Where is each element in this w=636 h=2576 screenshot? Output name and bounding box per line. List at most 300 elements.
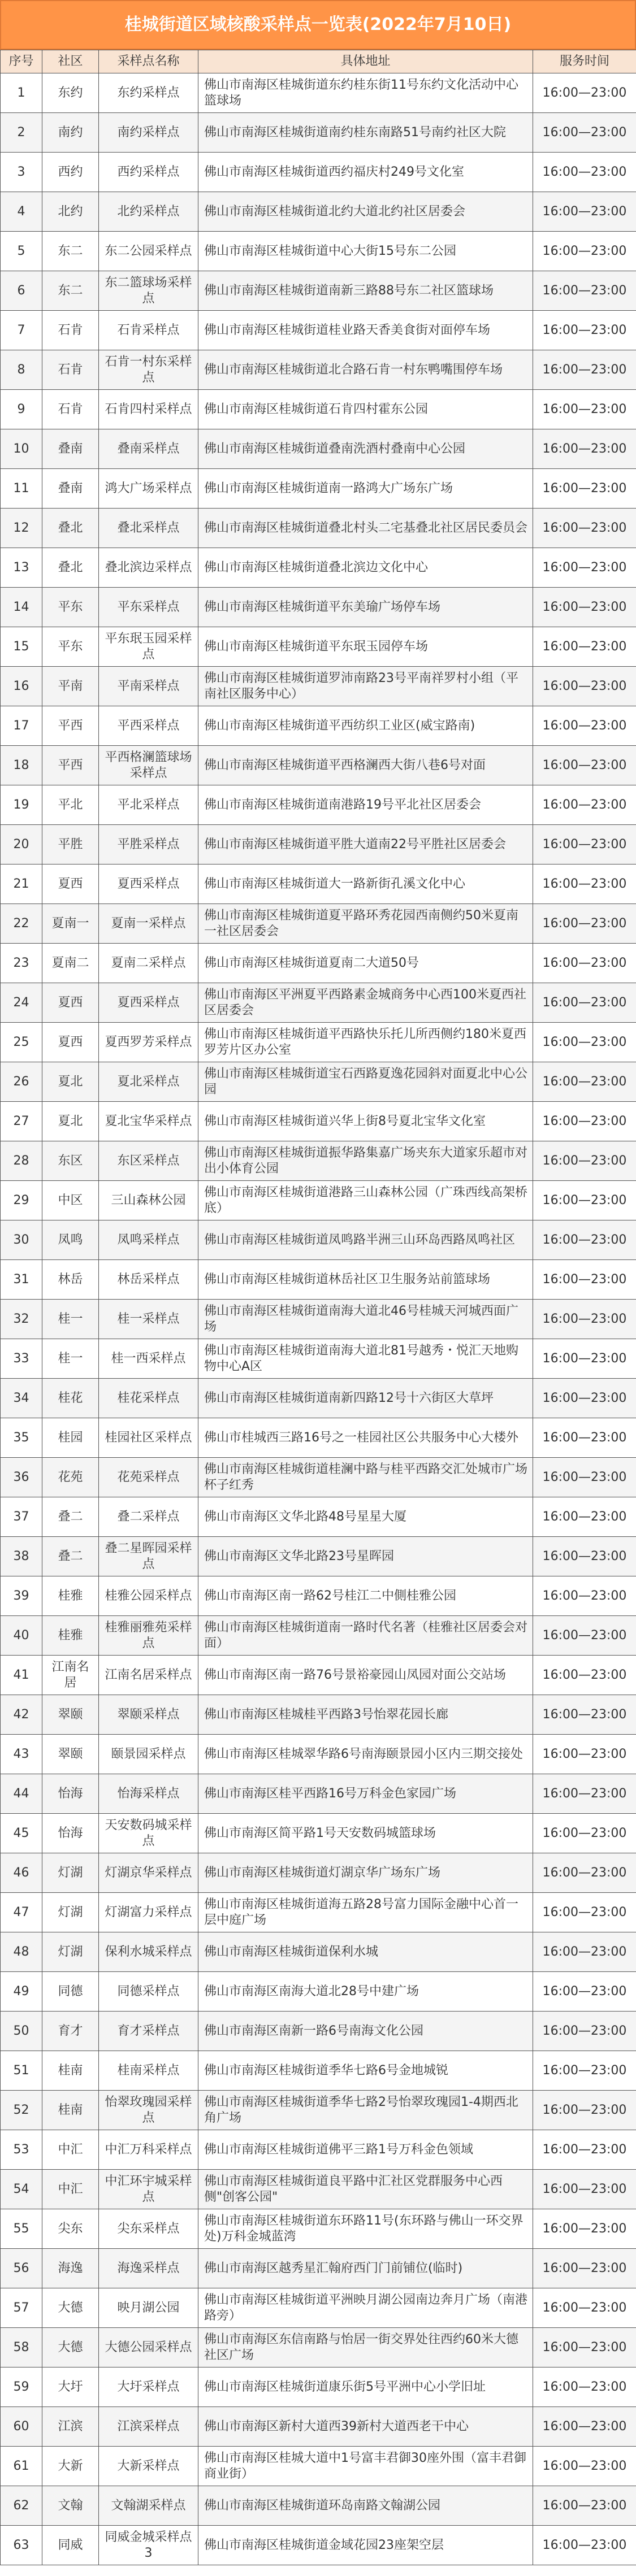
cell-address: 佛山市南海区桂城街道海五路28号富力国际金融中心首一层中庭广场 bbox=[198, 1893, 533, 1932]
table-row bbox=[1, 1616, 636, 1656]
cell-site-name: 夏西罗芳采样点 bbox=[99, 1023, 198, 1062]
cell-no: 16 bbox=[1, 667, 42, 706]
cell-service-time: 16:00—23:00 bbox=[533, 1339, 636, 1379]
table-row bbox=[1, 1260, 636, 1300]
cell-address: 佛山市南海区桂城街道平胜大道南22号平胜社区居委会 bbox=[198, 825, 533, 865]
cell-address: 佛山市南海区桂城街道平西路快乐托儿所西侧约180米夏西罗芳片区办公室 bbox=[198, 1023, 533, 1062]
cell-site-name: 翠颐采样点 bbox=[99, 1695, 198, 1735]
cell-address: 佛山市南海区桂城街道良平路中汇社区党群服务中心西侧"创客公园" bbox=[198, 2170, 533, 2209]
table-row bbox=[1, 2209, 636, 2249]
cell-community: 桂花 bbox=[42, 1379, 99, 1418]
cell-address: 佛山市南海区桂城街道南海大道北46号桂城天河城西面广场 bbox=[198, 1300, 533, 1339]
cell-site-name: 夏北宝华采样点 bbox=[99, 1102, 198, 1141]
cell-no: 56 bbox=[1, 2249, 42, 2288]
cell-site-name: 西约采样点 bbox=[99, 153, 198, 192]
table-row bbox=[1, 1656, 636, 1695]
cell-address: 佛山市南海区桂城街道南新四路12号十六街区大草坪 bbox=[198, 1379, 533, 1418]
cell-site-name: 桂一采样点 bbox=[99, 1300, 198, 1339]
cell-community: 翠颐 bbox=[42, 1735, 99, 1774]
cell-community: 中汇 bbox=[42, 2130, 99, 2170]
cell-no: 46 bbox=[1, 1853, 42, 1893]
table-row bbox=[1, 1379, 636, 1418]
table-row bbox=[1, 1339, 636, 1379]
cell-site-name: 石肯一村东采样点 bbox=[99, 350, 198, 390]
page-title: 桂城街道区域核酸采样点一览表(2022年7月10日) bbox=[0, 0, 636, 50]
cell-no: 36 bbox=[1, 1458, 42, 1497]
cell-address: 佛山市南海区桂城街道平东珉玉园停车场 bbox=[198, 627, 533, 667]
cell-address: 佛山市南海区东信南路与怡居一街交界处往西约60米大德社区广场 bbox=[198, 2328, 533, 2368]
cell-community: 石肯 bbox=[42, 311, 99, 350]
cell-service-time: 16:00—23:00 bbox=[533, 2486, 636, 2526]
table-row bbox=[1, 1695, 636, 1735]
cell-no: 8 bbox=[1, 350, 42, 390]
cell-address: 佛山市南海区桂城街道宝石西路夏逸花园斜对面夏北中心公园 bbox=[198, 1062, 533, 1102]
table-row bbox=[1, 1300, 636, 1339]
cell-no: 1 bbox=[1, 73, 42, 113]
cell-site-name: 夏西采样点 bbox=[99, 865, 198, 904]
cell-address: 佛山市南海区桂城桂平西路3号怡翠花园长廊 bbox=[198, 1695, 533, 1735]
cell-address: 佛山市南海区桂城街道南约桂东南路51号南约社区大院 bbox=[198, 113, 533, 153]
cell-no: 9 bbox=[1, 390, 42, 429]
cell-service-time: 16:00—23:00 bbox=[533, 2051, 636, 2091]
cell-no: 3 bbox=[1, 153, 42, 192]
table-row bbox=[1, 706, 636, 746]
table-row bbox=[1, 746, 636, 785]
header-community: 社区 bbox=[42, 50, 99, 73]
cell-community: 东二 bbox=[42, 271, 99, 311]
cell-address: 佛山市南海区桂城街道金域花园23座架空层 bbox=[198, 2526, 533, 2565]
cell-no: 38 bbox=[1, 1537, 42, 1576]
cell-service-time: 16:00—23:00 bbox=[533, 746, 636, 785]
cell-no: 11 bbox=[1, 469, 42, 509]
table-row bbox=[1, 1893, 636, 1932]
table-row bbox=[1, 1023, 636, 1062]
cell-community: 大德 bbox=[42, 2328, 99, 2368]
cell-site-name: 桂园社区采样点 bbox=[99, 1418, 198, 1458]
table-row bbox=[1, 1497, 636, 1537]
cell-site-name: 保利水城采样点 bbox=[99, 1932, 198, 1972]
cell-address: 佛山市南海区文华北路23号星晖园 bbox=[198, 1537, 533, 1576]
table-row bbox=[1, 1932, 636, 1972]
cell-community: 育才 bbox=[42, 2012, 99, 2051]
cell-community: 西约 bbox=[42, 153, 99, 192]
cell-community: 叠北 bbox=[42, 548, 99, 588]
cell-service-time: 16:00—23:00 bbox=[533, 1616, 636, 1656]
cell-community: 石肯 bbox=[42, 390, 99, 429]
cell-address: 佛山市南海区桂城街道叠南洗酒村叠南中心公园 bbox=[198, 429, 533, 469]
cell-service-time: 16:00—23:00 bbox=[533, 588, 636, 627]
cell-no: 17 bbox=[1, 706, 42, 746]
cell-address: 佛山市南海区桂城街道罗沛南路23号平南祥罗村小组（平南社区服务中心） bbox=[198, 667, 533, 706]
cell-no: 10 bbox=[1, 429, 42, 469]
cell-no: 37 bbox=[1, 1497, 42, 1537]
cell-site-name: 南约采样点 bbox=[99, 113, 198, 153]
cell-service-time: 16:00—23:00 bbox=[533, 904, 636, 944]
cell-site-name: 海逸采样点 bbox=[99, 2249, 198, 2288]
cell-no: 42 bbox=[1, 1695, 42, 1735]
cell-no: 5 bbox=[1, 232, 42, 271]
header-site-name: 采样点名称 bbox=[99, 50, 198, 73]
cell-service-time: 16:00—23:00 bbox=[533, 1300, 636, 1339]
cell-address: 佛山市南海区桂城街道环岛南路文翰湖公园 bbox=[198, 2486, 533, 2526]
cell-no: 24 bbox=[1, 983, 42, 1023]
cell-no: 47 bbox=[1, 1893, 42, 1932]
cell-service-time: 16:00—23:00 bbox=[533, 1537, 636, 1576]
cell-address: 佛山市南海区桂城街道南港路19号平北社区居委会 bbox=[198, 785, 533, 825]
cell-address: 佛山市南海区文华北路48号星星大厦 bbox=[198, 1497, 533, 1537]
cell-community: 叠南 bbox=[42, 429, 99, 469]
table-row bbox=[1, 1102, 636, 1141]
cell-service-time: 16:00—23:00 bbox=[533, 983, 636, 1023]
cell-community: 大德 bbox=[42, 2288, 99, 2328]
cell-site-name: 平北采样点 bbox=[99, 785, 198, 825]
cell-site-name: 平东珉玉园采样点 bbox=[99, 627, 198, 667]
table-row bbox=[1, 2486, 636, 2526]
cell-no: 18 bbox=[1, 746, 42, 785]
cell-no: 58 bbox=[1, 2328, 42, 2368]
cell-site-name: 大圩采样点 bbox=[99, 2368, 198, 2407]
table-row bbox=[1, 944, 636, 983]
table-row bbox=[1, 1537, 636, 1576]
cell-site-name: 花苑采样点 bbox=[99, 1458, 198, 1497]
table-row bbox=[1, 2328, 636, 2368]
cell-service-time: 16:00—23:00 bbox=[533, 627, 636, 667]
cell-community: 怡海 bbox=[42, 1814, 99, 1853]
cell-address: 佛山市南海区桂平西路16号万科金色家园广场 bbox=[198, 1774, 533, 1814]
table-row bbox=[1, 2288, 636, 2328]
header-address: 具体地址 bbox=[198, 50, 533, 73]
cell-community: 桂南 bbox=[42, 2091, 99, 2130]
table-row bbox=[1, 1418, 636, 1458]
cell-service-time: 16:00—23:00 bbox=[533, 1102, 636, 1141]
cell-service-time: 16:00—23:00 bbox=[533, 1062, 636, 1102]
cell-site-name: 江滨采样点 bbox=[99, 2407, 198, 2447]
cell-community: 叠二 bbox=[42, 1497, 99, 1537]
table-row bbox=[1, 271, 636, 311]
cell-community: 桂一 bbox=[42, 1339, 99, 1379]
cell-address: 佛山市南海区桂城街道石肯四村霍东公园 bbox=[198, 390, 533, 429]
cell-no: 7 bbox=[1, 311, 42, 350]
cell-community: 桂园 bbox=[42, 1418, 99, 1458]
cell-site-name: 平东采样点 bbox=[99, 588, 198, 627]
cell-service-time: 16:00—23:00 bbox=[533, 1379, 636, 1418]
cell-no: 13 bbox=[1, 548, 42, 588]
cell-site-name: 东区采样点 bbox=[99, 1141, 198, 1181]
table-row bbox=[1, 1458, 636, 1497]
cell-service-time: 16:00—23:00 bbox=[533, 350, 636, 390]
table-row bbox=[1, 2170, 636, 2209]
cell-no: 4 bbox=[1, 192, 42, 232]
cell-address: 佛山市南海区简平路1号天安数码城篮球场 bbox=[198, 1814, 533, 1853]
cell-site-name: 鸿大广场采样点 bbox=[99, 469, 198, 509]
cell-site-name: 叠二采样点 bbox=[99, 1497, 198, 1537]
cell-no: 35 bbox=[1, 1418, 42, 1458]
cell-community: 平南 bbox=[42, 667, 99, 706]
cell-community: 同德 bbox=[42, 1972, 99, 2012]
cell-address: 佛山市南海区桂城街道振华路集嘉广场夹东大道家乐超市对出小体育公园 bbox=[198, 1141, 533, 1181]
cell-no: 63 bbox=[1, 2526, 42, 2565]
cell-community: 石肯 bbox=[42, 350, 99, 390]
cell-community: 夏南二 bbox=[42, 944, 99, 983]
cell-no: 49 bbox=[1, 1972, 42, 2012]
cell-community: 大新 bbox=[42, 2447, 99, 2486]
cell-site-name: 东二篮球场采样点 bbox=[99, 271, 198, 311]
cell-community: 东约 bbox=[42, 73, 99, 113]
cell-no: 29 bbox=[1, 1181, 42, 1220]
table-row bbox=[1, 1774, 636, 1814]
cell-service-time: 16:00—23:00 bbox=[533, 825, 636, 865]
table-row bbox=[1, 429, 636, 469]
cell-service-time: 16:00—23:00 bbox=[533, 2328, 636, 2368]
cell-site-name: 平西格澜篮球场采样点 bbox=[99, 746, 198, 785]
cell-no: 43 bbox=[1, 1735, 42, 1774]
cell-community: 夏西 bbox=[42, 1023, 99, 1062]
cell-no: 34 bbox=[1, 1379, 42, 1418]
cell-site-name: 桂雅公园采样点 bbox=[99, 1576, 198, 1616]
cell-no: 54 bbox=[1, 2170, 42, 2209]
cell-site-name: 三山森林公园 bbox=[99, 1181, 198, 1220]
cell-service-time: 16:00—23:00 bbox=[533, 2012, 636, 2051]
cell-service-time: 16:00—23:00 bbox=[533, 2447, 636, 2486]
table-row bbox=[1, 192, 636, 232]
table-row bbox=[1, 588, 636, 627]
cell-site-name: 桂花采样点 bbox=[99, 1379, 198, 1418]
cell-site-name: 文翰湖采样点 bbox=[99, 2486, 198, 2526]
cell-no: 41 bbox=[1, 1656, 42, 1695]
cell-service-time: 16:00—23:00 bbox=[533, 1023, 636, 1062]
cell-service-time: 16:00—23:00 bbox=[533, 706, 636, 746]
cell-service-time: 16:00—23:00 bbox=[533, 1497, 636, 1537]
cell-service-time: 16:00—23:00 bbox=[533, 1418, 636, 1458]
table-row bbox=[1, 2407, 636, 2447]
cell-service-time: 16:00—23:00 bbox=[533, 2368, 636, 2407]
cell-address: 佛山市南海区桂城街道灯湖京华广场东广场 bbox=[198, 1853, 533, 1893]
table-row bbox=[1, 2447, 636, 2486]
cell-no: 23 bbox=[1, 944, 42, 983]
cell-no: 50 bbox=[1, 2012, 42, 2051]
cell-community: 叠北 bbox=[42, 509, 99, 548]
cell-site-name: 北约采样点 bbox=[99, 192, 198, 232]
cell-site-name: 灯湖京华采样点 bbox=[99, 1853, 198, 1893]
cell-community: 平西 bbox=[42, 746, 99, 785]
cell-site-name: 江南名居采样点 bbox=[99, 1656, 198, 1695]
cell-community: 桂雅 bbox=[42, 1576, 99, 1616]
table-row bbox=[1, 1181, 636, 1220]
cell-address: 佛山市南海区桂城街道平洲映月湖公园南边奔月广场（南港路旁） bbox=[198, 2288, 533, 2328]
table-row bbox=[1, 825, 636, 865]
cell-service-time: 16:00—23:00 bbox=[533, 1695, 636, 1735]
table-row bbox=[1, 1735, 636, 1774]
table-row bbox=[1, 113, 636, 153]
table-row bbox=[1, 153, 636, 192]
cell-no: 27 bbox=[1, 1102, 42, 1141]
cell-address: 佛山市南海区桂城街道林岳社区卫生服务站前篮球场 bbox=[198, 1260, 533, 1300]
table-row bbox=[1, 2091, 636, 2130]
table-row bbox=[1, 1853, 636, 1893]
cell-no: 15 bbox=[1, 627, 42, 667]
cell-community: 北约 bbox=[42, 192, 99, 232]
cell-site-name: 大新采样点 bbox=[99, 2447, 198, 2486]
cell-address: 佛山市南海区南一路76号景裕豪园山凤园对面公交站场 bbox=[198, 1656, 533, 1695]
table-row bbox=[1, 983, 636, 1023]
cell-no: 22 bbox=[1, 904, 42, 944]
cell-site-name: 中汇环宇城采样点 bbox=[99, 2170, 198, 2209]
cell-no: 28 bbox=[1, 1141, 42, 1181]
cell-community: 怡海 bbox=[42, 1774, 99, 1814]
table-row bbox=[1, 73, 636, 113]
cell-service-time: 16:00—23:00 bbox=[533, 311, 636, 350]
cell-service-time: 16:00—23:00 bbox=[533, 271, 636, 311]
cell-site-name: 桂雅丽雅苑采样点 bbox=[99, 1616, 198, 1656]
cell-address: 佛山市南海区桂城街道东环路11号(东环路与佛山一环交界处)万科金城蓝湾 bbox=[198, 2209, 533, 2249]
cell-address: 佛山市南海区桂城街道夏平路环秀花园西南侧约50米夏南一社区居委会 bbox=[198, 904, 533, 944]
table-row bbox=[1, 1814, 636, 1853]
cell-no: 59 bbox=[1, 2368, 42, 2407]
cell-address: 佛山市桂城西三路16号之一桂园社区公共服务中心大楼外 bbox=[198, 1418, 533, 1458]
cell-site-name: 育才采样点 bbox=[99, 2012, 198, 2051]
table-row bbox=[1, 904, 636, 944]
cell-address: 佛山市南海区桂城街道东约桂东街11号东约文化活动中心篮球场 bbox=[198, 73, 533, 113]
cell-community: 平东 bbox=[42, 588, 99, 627]
table-row bbox=[1, 785, 636, 825]
cell-address: 佛山市南海区南海大道北28号中建广场 bbox=[198, 1972, 533, 2012]
cell-site-name: 桂南采样点 bbox=[99, 2051, 198, 2091]
cell-address: 佛山市南海区南新一路6号南海文化公园 bbox=[198, 2012, 533, 2051]
cell-service-time: 16:00—23:00 bbox=[533, 1972, 636, 2012]
cell-service-time: 16:00—23:00 bbox=[533, 232, 636, 271]
cell-service-time: 16:00—23:00 bbox=[533, 1774, 636, 1814]
cell-community: 中区 bbox=[42, 1181, 99, 1220]
cell-service-time: 16:00—23:00 bbox=[533, 469, 636, 509]
cell-service-time: 16:00—23:00 bbox=[533, 785, 636, 825]
cell-address: 佛山市南海区桂城街道港路三山森林公园（广珠西线高架桥底） bbox=[198, 1181, 533, 1220]
table-row bbox=[1, 311, 636, 350]
cell-address: 佛山市南海区桂城街道季华七路2号怡翠玫瑰园1-4期西北角广场 bbox=[198, 2091, 533, 2130]
cell-no: 51 bbox=[1, 2051, 42, 2091]
cell-service-time: 16:00—23:00 bbox=[533, 390, 636, 429]
cell-community: 夏北 bbox=[42, 1062, 99, 1102]
cell-site-name: 石肯采样点 bbox=[99, 311, 198, 350]
cell-address: 佛山市南海区南一路62号桂江二中側桂雅公园 bbox=[198, 1576, 533, 1616]
cell-service-time: 16:00—23:00 bbox=[533, 1141, 636, 1181]
cell-no: 14 bbox=[1, 588, 42, 627]
cell-service-time: 16:00—23:00 bbox=[533, 1932, 636, 1972]
cell-no: 52 bbox=[1, 2091, 42, 2130]
cell-service-time: 16:00—23:00 bbox=[533, 1260, 636, 1300]
cell-no: 61 bbox=[1, 2447, 42, 2486]
table-row bbox=[1, 1972, 636, 2012]
table-row bbox=[1, 2012, 636, 2051]
cell-no: 32 bbox=[1, 1300, 42, 1339]
cell-service-time: 16:00—23:00 bbox=[533, 2209, 636, 2249]
cell-site-name: 平南采样点 bbox=[99, 667, 198, 706]
table-row bbox=[1, 1062, 636, 1102]
cell-community: 东二 bbox=[42, 232, 99, 271]
cell-site-name: 尖东采样点 bbox=[99, 2209, 198, 2249]
cell-site-name: 怡翠玫瑰园采样点 bbox=[99, 2091, 198, 2130]
cell-community: 花苑 bbox=[42, 1458, 99, 1497]
cell-service-time: 16:00—23:00 bbox=[533, 1181, 636, 1220]
cell-address: 佛山市南海区桂城街道西约福庆村249号文化室 bbox=[198, 153, 533, 192]
cell-community: 翠颐 bbox=[42, 1695, 99, 1735]
table-row bbox=[1, 2249, 636, 2288]
cell-address: 佛山市南海区桂城街道叠北滨边文化中心 bbox=[198, 548, 533, 588]
table-row bbox=[1, 1576, 636, 1616]
cell-address: 佛山市南海区新村大道西39新村大道西老干中心 bbox=[198, 2407, 533, 2447]
cell-community: 大圩 bbox=[42, 2368, 99, 2407]
cell-address: 佛山市南海区桂城街道叠北村头二宅基叠北社区居民委员会 bbox=[198, 509, 533, 548]
cell-site-name: 中汇万科采样点 bbox=[99, 2130, 198, 2170]
cell-service-time: 16:00—23:00 bbox=[533, 153, 636, 192]
cell-community: 叠南 bbox=[42, 469, 99, 509]
cell-community: 夏北 bbox=[42, 1102, 99, 1141]
table-row bbox=[1, 390, 636, 429]
cell-site-name: 大德公园采样点 bbox=[99, 2328, 198, 2368]
cell-site-name: 叠南采样点 bbox=[99, 429, 198, 469]
cell-address: 佛山市南海区桂城街道南一路鸿大广场东广场 bbox=[198, 469, 533, 509]
cell-no: 40 bbox=[1, 1616, 42, 1656]
cell-service-time: 16:00—23:00 bbox=[533, 2288, 636, 2328]
cell-service-time: 16:00—23:00 bbox=[533, 1458, 636, 1497]
cell-service-time: 16:00—23:00 bbox=[533, 1656, 636, 1695]
cell-no: 30 bbox=[1, 1220, 42, 1260]
cell-site-name: 夏北采样点 bbox=[99, 1062, 198, 1102]
cell-site-name: 映月湖公园 bbox=[99, 2288, 198, 2328]
cell-site-name: 颐景园采样点 bbox=[99, 1735, 198, 1774]
table-row bbox=[1, 667, 636, 706]
cell-site-name: 林岳采样点 bbox=[99, 1260, 198, 1300]
cell-address: 佛山市南海区桂城街道大一路新街孔溪文化中心 bbox=[198, 865, 533, 904]
table-row bbox=[1, 2051, 636, 2091]
cell-service-time: 16:00—23:00 bbox=[533, 192, 636, 232]
table-row bbox=[1, 548, 636, 588]
cell-service-time: 16:00—23:00 bbox=[533, 2249, 636, 2288]
cell-site-name: 同德采样点 bbox=[99, 1972, 198, 2012]
cell-service-time: 16:00—23:00 bbox=[533, 548, 636, 588]
cell-site-name: 平西采样点 bbox=[99, 706, 198, 746]
cell-address: 佛山市南海区桂城街道平东美瑜广场停车场 bbox=[198, 588, 533, 627]
cell-community: 文翰 bbox=[42, 2486, 99, 2526]
cell-community: 夏西 bbox=[42, 865, 99, 904]
cell-service-time: 16:00—23:00 bbox=[533, 429, 636, 469]
cell-site-name: 夏西采样点 bbox=[99, 983, 198, 1023]
cell-community: 夏南一 bbox=[42, 904, 99, 944]
cell-service-time: 16:00—23:00 bbox=[533, 1893, 636, 1932]
cell-service-time: 16:00—23:00 bbox=[533, 2091, 636, 2130]
table-row bbox=[1, 350, 636, 390]
cell-site-name: 叠北滨边采样点 bbox=[99, 548, 198, 588]
cell-service-time: 16:00—23:00 bbox=[533, 1853, 636, 1893]
table-row bbox=[1, 1141, 636, 1181]
table-row bbox=[1, 2130, 636, 2170]
cell-no: 2 bbox=[1, 113, 42, 153]
header-no: 序号 bbox=[1, 50, 42, 73]
table-row bbox=[1, 232, 636, 271]
cell-address: 佛山市南海区桂城街道南海大道北81号越秀・悦汇天地购物中心A区 bbox=[198, 1339, 533, 1379]
header-service-time: 服务时间 bbox=[533, 50, 636, 73]
cell-community: 平西 bbox=[42, 706, 99, 746]
cell-site-name: 怡海采样点 bbox=[99, 1774, 198, 1814]
cell-no: 55 bbox=[1, 2209, 42, 2249]
cell-service-time: 16:00—23:00 bbox=[533, 2526, 636, 2565]
cell-community: 南约 bbox=[42, 113, 99, 153]
cell-address: 佛山市南海区桂城街道桂澜中路与桂平西路交汇处城市广场杯子红秀 bbox=[198, 1458, 533, 1497]
cell-service-time: 16:00—23:00 bbox=[533, 73, 636, 113]
cell-no: 21 bbox=[1, 865, 42, 904]
cell-community: 灯湖 bbox=[42, 1893, 99, 1932]
cell-address: 佛山市南海区桂城街道康乐街5号平洲中心小学旧址 bbox=[198, 2368, 533, 2407]
cell-service-time: 16:00—23:00 bbox=[533, 509, 636, 548]
